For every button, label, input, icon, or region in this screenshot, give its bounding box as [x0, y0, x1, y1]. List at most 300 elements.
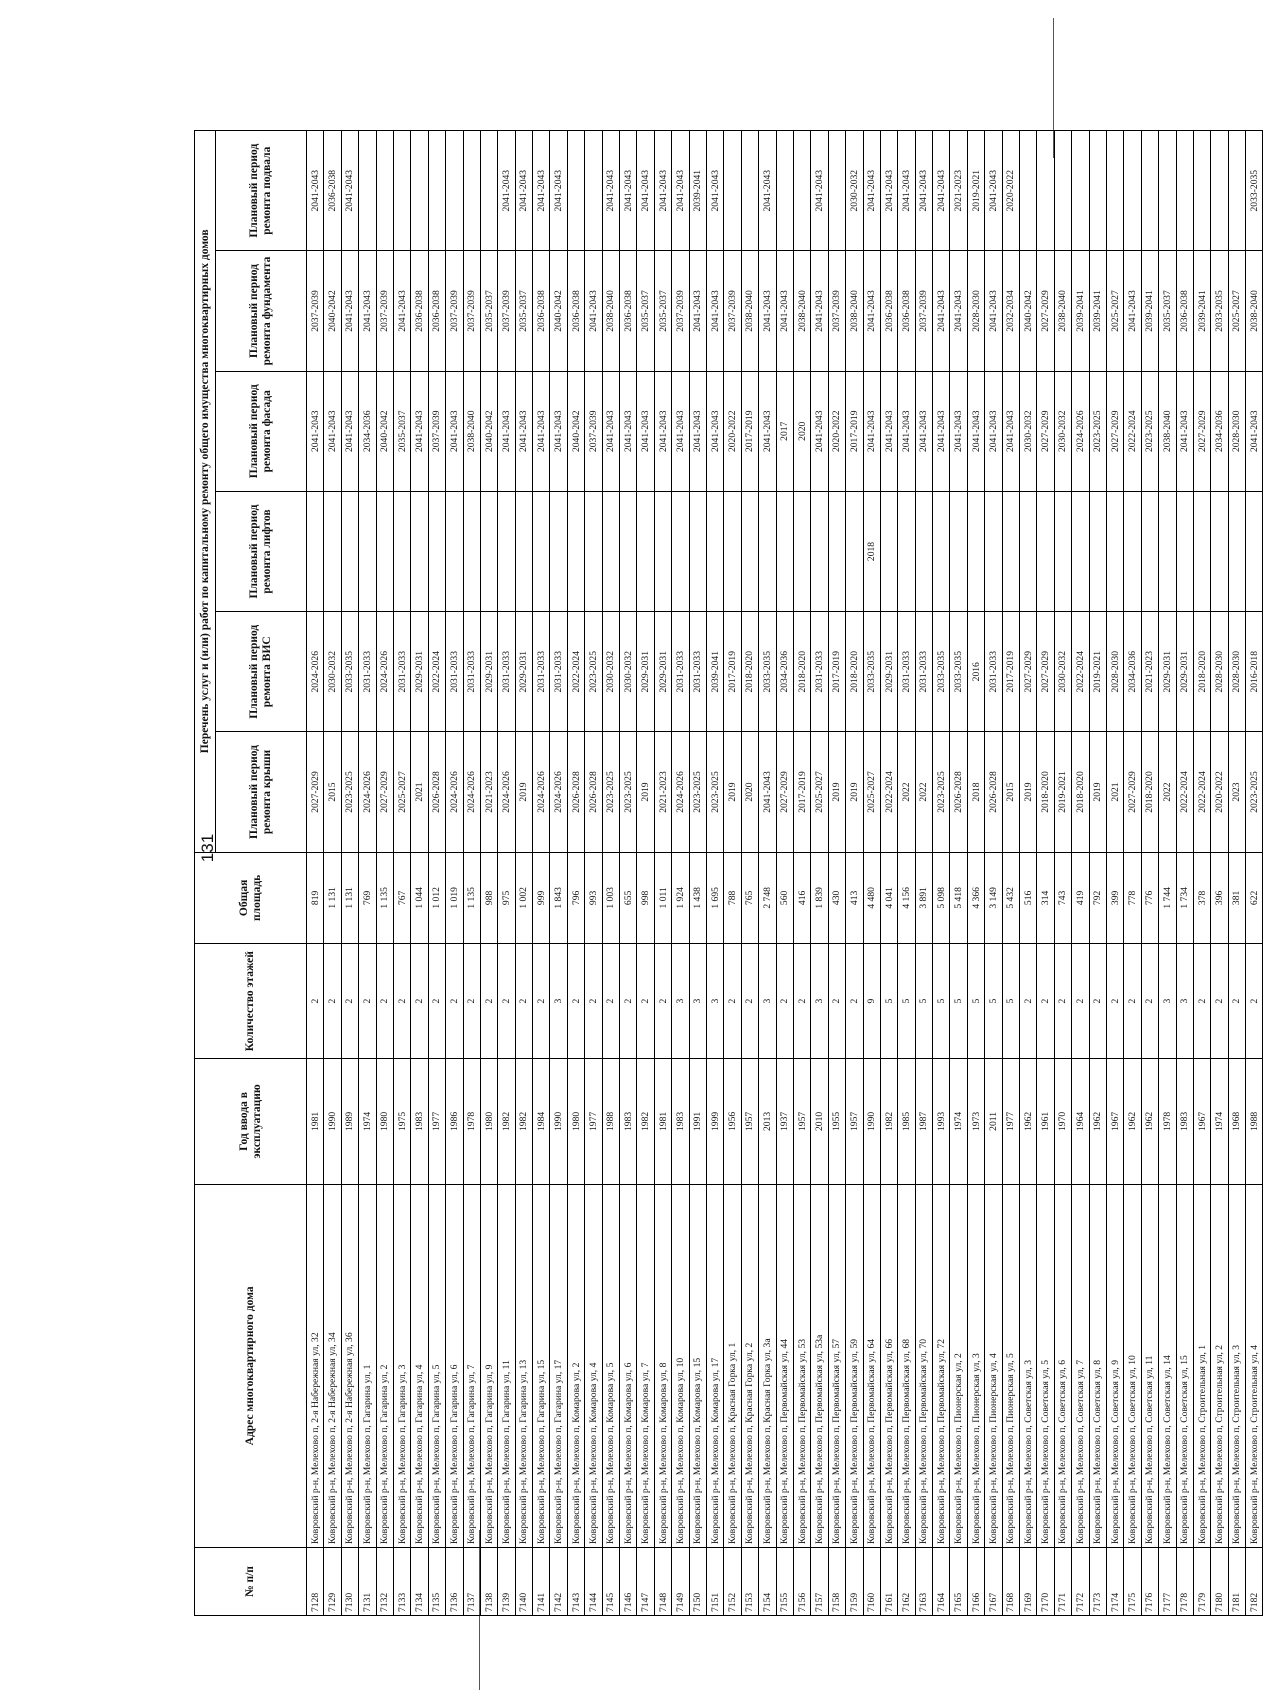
cell-area: 4 480 — [863, 852, 880, 944]
cell-foundation: 2041-2043 — [811, 251, 828, 371]
cell-floors: 2 — [828, 944, 845, 1059]
cell-num: 7149 — [672, 1548, 689, 1616]
cell-num: 7150 — [689, 1548, 706, 1616]
table-row — [1020, 131, 1037, 1616]
cell-foundation: 2037-2039 — [724, 251, 741, 371]
cell-address: Ковровский р-н, Мелехово п, Комарова ул, 7 — [637, 1184, 654, 1547]
cell-roof: 2019 — [1020, 732, 1037, 852]
cell-address: Ковровский р-н, Мелехово п, Комарова ул, 6 — [620, 1184, 637, 1547]
cell-area: 1 012 — [428, 852, 445, 944]
cell-basement: 2041-2043 — [759, 131, 776, 251]
cell-address: Ковровский р-н, Мелехово п, Советская ул, 7 — [1072, 1184, 1089, 1547]
cell-year: 1977 — [1002, 1059, 1019, 1184]
cell-lift — [620, 491, 637, 611]
cell-facade: 2041-2043 — [967, 371, 984, 491]
cell-num: 7130 — [341, 1548, 358, 1616]
cell-lift — [567, 491, 584, 611]
cell-roof: 2023-2025 — [933, 732, 950, 852]
cell-basement — [585, 131, 602, 251]
table-row — [567, 131, 584, 1616]
cell-address: Ковровский р-н, Мелехово п, Гагарина ул, 17 — [550, 1184, 567, 1547]
table-row — [480, 131, 497, 1616]
cell-foundation: 2036-2038 — [533, 251, 550, 371]
table-row — [637, 131, 654, 1616]
cell-foundation: 2036-2038 — [898, 251, 915, 371]
cell-floors: 2 — [1089, 944, 1106, 1059]
cell-roof: 2019 — [724, 732, 741, 852]
cell-num: 7161 — [880, 1548, 897, 1616]
cell-roof: 2021-2023 — [654, 732, 671, 852]
cell-year: 1974 — [359, 1059, 376, 1184]
cell-foundation: 2037-2039 — [446, 251, 463, 371]
cell-facade: 2017-2019 — [741, 371, 758, 491]
cell-floors: 2 — [1020, 944, 1037, 1059]
table-row — [846, 131, 863, 1616]
cell-facade: 2040-2042 — [376, 371, 393, 491]
cell-roof: 2023-2025 — [341, 732, 358, 852]
cell-facade: 2041-2043 — [411, 371, 428, 491]
cell-address: Ковровский р-н, Мелехово п, Комарова ул, 8 — [654, 1184, 671, 1547]
cell-facade: 2041-2043 — [985, 371, 1002, 491]
cell-lift — [446, 491, 463, 611]
cell-area: 1 438 — [689, 852, 706, 944]
cell-area: 1 135 — [463, 852, 480, 944]
cell-foundation: 2038-2040 — [846, 251, 863, 371]
cell-vis: 2018-2020 — [1193, 612, 1210, 732]
cell-floors: 2 — [776, 944, 793, 1059]
cell-num: 7182 — [1246, 1548, 1263, 1616]
cell-facade: 2020-2022 — [724, 371, 741, 491]
cell-lift — [880, 491, 897, 611]
cell-roof: 2025-2027 — [393, 732, 410, 852]
cell-basement — [1037, 131, 1054, 251]
cell-year: 2011 — [985, 1059, 1002, 1184]
cell-vis: 2024-2026 — [307, 612, 324, 732]
cell-basement — [1089, 131, 1106, 251]
cell-foundation: 2036-2038 — [620, 251, 637, 371]
cell-num: 7156 — [793, 1548, 810, 1616]
header-basement: Плановый период ремонта подвала — [216, 131, 307, 251]
cell-basement — [463, 131, 480, 251]
table-row — [1246, 131, 1263, 1616]
cell-basement — [1106, 131, 1123, 251]
table-row — [324, 131, 341, 1616]
cell-num: 7173 — [1089, 1548, 1106, 1616]
cell-floors: 3 — [672, 944, 689, 1059]
cell-lift — [1089, 491, 1106, 611]
cell-basement: 2041-2043 — [341, 131, 358, 251]
table-row — [1159, 131, 1176, 1616]
cell-basement: 2041-2043 — [898, 131, 915, 251]
cell-floors: 5 — [898, 944, 915, 1059]
cell-vis: 2029-2031 — [637, 612, 654, 732]
cell-lift — [637, 491, 654, 611]
cell-num: 7146 — [620, 1548, 637, 1616]
cell-year: 1978 — [463, 1059, 480, 1184]
cell-lift — [359, 491, 376, 611]
cell-address: Ковровский р-н, Мелехово п, Первомайская ул, 44 — [776, 1184, 793, 1547]
table-row — [933, 131, 950, 1616]
table-row — [550, 131, 567, 1616]
cell-vis: 2031-2033 — [463, 612, 480, 732]
cell-floors: 2 — [602, 944, 619, 1059]
cell-vis: 2031-2033 — [393, 612, 410, 732]
cell-lift — [898, 491, 915, 611]
cell-basement: 2019-2021 — [967, 131, 984, 251]
cell-year: 1975 — [393, 1059, 410, 1184]
cell-floors: 2 — [1141, 944, 1158, 1059]
cell-year: 1957 — [793, 1059, 810, 1184]
cell-foundation: 2039-2041 — [1141, 251, 1158, 371]
cell-facade: 2041-2043 — [672, 371, 689, 491]
cell-year: 1974 — [1211, 1059, 1228, 1184]
cell-year: 1977 — [428, 1059, 445, 1184]
cell-roof: 2023-2025 — [706, 732, 723, 852]
cell-facade: 2037-2039 — [585, 371, 602, 491]
cell-floors: 2 — [324, 944, 341, 1059]
cell-floors: 2 — [846, 944, 863, 1059]
table-row — [1211, 131, 1228, 1616]
cell-address: Ковровский р-н, Мелехово п, Советская ул, 6 — [1054, 1184, 1071, 1547]
cell-roof: 2023-2025 — [620, 732, 637, 852]
cell-num: 7145 — [602, 1548, 619, 1616]
cell-lift — [341, 491, 358, 611]
cell-vis: 2031-2033 — [898, 612, 915, 732]
cell-lift — [1246, 491, 1263, 611]
table-row — [1193, 131, 1210, 1616]
cell-foundation: 2039-2041 — [1193, 251, 1210, 371]
cell-lift — [967, 491, 984, 611]
cell-basement — [480, 131, 497, 251]
cell-address: Ковровский р-н, Мелехово п, Советская ул, 11 — [1141, 1184, 1158, 1547]
cell-area: 1 843 — [550, 852, 567, 944]
cell-floors: 2 — [1072, 944, 1089, 1059]
cell-basement — [1176, 131, 1193, 251]
cell-year: 1937 — [776, 1059, 793, 1184]
cell-address: Ковровский р-н, Мелехово п, Советская ул, 8 — [1089, 1184, 1106, 1547]
cell-foundation: 2037-2039 — [498, 251, 515, 371]
cell-facade: 2041-2043 — [324, 371, 341, 491]
cell-num: 7135 — [428, 1548, 445, 1616]
cell-floors: 2 — [654, 944, 671, 1059]
cell-foundation: 2037-2039 — [672, 251, 689, 371]
cell-roof: 2019 — [828, 732, 845, 852]
cell-floors: 2 — [341, 944, 358, 1059]
cell-basement — [376, 131, 393, 251]
cell-year: 1993 — [933, 1059, 950, 1184]
cell-vis: 2029-2031 — [480, 612, 497, 732]
cell-roof: 2019 — [637, 732, 654, 852]
cell-year: 1980 — [480, 1059, 497, 1184]
cell-year: 1962 — [1124, 1059, 1141, 1184]
cell-area: 819 — [307, 852, 324, 944]
cell-area: 381 — [1228, 852, 1245, 944]
cell-basement: 2041-2043 — [602, 131, 619, 251]
cell-roof: 2027-2029 — [1124, 732, 1141, 852]
cell-num: 7163 — [915, 1548, 932, 1616]
table-row — [967, 131, 984, 1616]
cell-foundation: 2037-2039 — [463, 251, 480, 371]
table-row — [620, 131, 637, 1616]
table-row — [898, 131, 915, 1616]
cell-area: 1 131 — [341, 852, 358, 944]
cell-roof: 2024-2026 — [359, 732, 376, 852]
cell-vis: 2033-2035 — [863, 612, 880, 732]
cell-basement: 2041-2043 — [985, 131, 1002, 251]
table-row — [985, 131, 1002, 1616]
cell-num: 7140 — [515, 1548, 532, 1616]
cell-area: 778 — [1124, 852, 1141, 944]
cell-address: Ковровский р-н, Мелехово п, Советская ул, 14 — [1159, 1184, 1176, 1547]
cell-vis: 2031-2033 — [689, 612, 706, 732]
cell-basement — [446, 131, 463, 251]
cell-basement: 2041-2043 — [620, 131, 637, 251]
cell-facade: 2017 — [776, 371, 793, 491]
cell-basement — [1159, 131, 1176, 251]
cell-address: Ковровский р-н, Мелехово п, Первомайская ул, 64 — [863, 1184, 880, 1547]
cell-address: Ковровский р-н, Мелехово п, Красная Горка ул, 3а — [759, 1184, 776, 1547]
cell-roof: 2023-2025 — [689, 732, 706, 852]
cell-floors: 2 — [359, 944, 376, 1059]
cell-num: 7136 — [446, 1548, 463, 1616]
cell-lift — [1020, 491, 1037, 611]
cell-facade: 2041-2043 — [950, 371, 967, 491]
cell-facade: 2041-2043 — [759, 371, 776, 491]
cell-basement — [428, 131, 445, 251]
cell-roof: 2020-2022 — [1211, 732, 1228, 852]
cell-foundation: 2041-2043 — [706, 251, 723, 371]
cell-year: 1989 — [341, 1059, 358, 1184]
cell-num: 7147 — [637, 1548, 654, 1616]
cell-facade: 2020 — [793, 371, 810, 491]
table-row — [1002, 131, 1019, 1616]
cell-floors: 2 — [463, 944, 480, 1059]
cell-vis: 2029-2031 — [1176, 612, 1193, 732]
cell-facade: 2023-2025 — [1141, 371, 1158, 491]
cell-basement — [411, 131, 428, 251]
cell-year: 1985 — [898, 1059, 915, 1184]
cell-facade: 2041-2043 — [880, 371, 897, 491]
cell-basement — [567, 131, 584, 251]
cell-lift — [915, 491, 932, 611]
cell-area: 314 — [1037, 852, 1054, 944]
cell-floors: 3 — [689, 944, 706, 1059]
cell-area: 3 149 — [985, 852, 1002, 944]
cell-address: Ковровский р-н, Мелехово п, Гагарина ул, 11 — [498, 1184, 515, 1547]
cell-area: 743 — [1054, 852, 1071, 944]
cell-facade: 2041-2043 — [863, 371, 880, 491]
cell-lift — [515, 491, 532, 611]
cell-year: 1967 — [1193, 1059, 1210, 1184]
cell-vis: 2031-2033 — [550, 612, 567, 732]
cell-basement: 2041-2043 — [811, 131, 828, 251]
cell-area: 1 003 — [602, 852, 619, 944]
cell-area: 1 924 — [672, 852, 689, 944]
cell-address: Ковровский р-н, Мелехово п, Первомайская ул, 53а — [811, 1184, 828, 1547]
cell-address: Ковровский р-н, Мелехово п, Гагарина ул, 6 — [446, 1184, 463, 1547]
cell-year: 1978 — [1159, 1059, 1176, 1184]
cell-year: 1980 — [567, 1059, 584, 1184]
cell-address: Ковровский р-н, Мелехово п, 2-я Набережная ул, 34 — [324, 1184, 341, 1547]
cell-lift — [585, 491, 602, 611]
cell-facade: 2038-2040 — [1159, 371, 1176, 491]
cell-facade: 2041-2043 — [602, 371, 619, 491]
cell-vis: 2031-2033 — [498, 612, 515, 732]
cell-num: 7175 — [1124, 1548, 1141, 1616]
cell-roof: 2024-2026 — [446, 732, 463, 852]
cell-year: 1986 — [446, 1059, 463, 1184]
cell-roof: 2019-2021 — [1054, 732, 1071, 852]
cell-foundation: 2040-2042 — [1020, 251, 1037, 371]
table-body — [307, 131, 1263, 1616]
cell-vis: 2033-2035 — [759, 612, 776, 732]
cell-floors: 2 — [1124, 944, 1141, 1059]
cell-num: 7167 — [985, 1548, 1002, 1616]
cell-vis: 2017-2019 — [1002, 612, 1019, 732]
cell-lift — [428, 491, 445, 611]
cell-basement: 2041-2043 — [933, 131, 950, 251]
cell-facade: 2030-2032 — [1020, 371, 1037, 491]
header-lifts: Плановый период ремонта лифтов — [216, 491, 307, 611]
table-row — [411, 131, 428, 1616]
cell-address: Ковровский р-н, Мелехово п, Первомайская ул, 57 — [828, 1184, 845, 1547]
cell-address: Ковровский р-н, Мелехово п, Советская ул, 3 — [1020, 1184, 1037, 1547]
cell-area: 378 — [1193, 852, 1210, 944]
cell-num: 7179 — [1193, 1548, 1210, 1616]
cell-vis: 2027-2029 — [1020, 612, 1037, 732]
cell-basement — [393, 131, 410, 251]
cell-basement — [359, 131, 376, 251]
cell-num: 7180 — [1211, 1548, 1228, 1616]
cell-vis: 2019-2021 — [1089, 612, 1106, 732]
cell-basement: 2041-2043 — [533, 131, 550, 251]
cell-year: 1957 — [846, 1059, 863, 1184]
cell-lift — [324, 491, 341, 611]
cell-roof: 2019 — [515, 732, 532, 852]
cell-area: 1 044 — [411, 852, 428, 944]
cell-facade: 2041-2043 — [307, 371, 324, 491]
cell-num: 7165 — [950, 1548, 967, 1616]
cell-foundation: 2036-2038 — [1176, 251, 1193, 371]
cell-area: 776 — [1141, 852, 1158, 944]
cell-vis: 2022-2024 — [1072, 612, 1089, 732]
cell-area: 4 156 — [898, 852, 915, 944]
cell-foundation: 2041-2043 — [776, 251, 793, 371]
cell-address: Ковровский р-н, Мелехово п, Комарова ул, 15 — [689, 1184, 706, 1547]
table-row — [585, 131, 602, 1616]
cell-roof: 2018 — [967, 732, 984, 852]
cell-year: 1964 — [1072, 1059, 1089, 1184]
cell-basement: 2039-2041 — [689, 131, 706, 251]
cell-basement — [1193, 131, 1210, 251]
cell-area: 993 — [585, 852, 602, 944]
cell-area: 999 — [533, 852, 550, 944]
cell-roof: 2024-2026 — [463, 732, 480, 852]
cell-address: Ковровский р-н, Мелехово п, Первомайская ул, 53 — [793, 1184, 810, 1547]
cell-roof: 2024-2026 — [533, 732, 550, 852]
cell-area: 788 — [724, 852, 741, 944]
cell-address: Ковровский р-н, Мелехово п, Строительная ул, 4 — [1246, 1184, 1263, 1547]
cell-vis: 2029-2031 — [411, 612, 428, 732]
cell-year: 1968 — [1228, 1059, 1245, 1184]
cell-num: 7157 — [811, 1548, 828, 1616]
cell-num: 7166 — [967, 1548, 984, 1616]
cell-vis: 2018-2020 — [741, 612, 758, 732]
header-roof: Плановый период ремонта крыши — [216, 732, 307, 852]
cell-lift — [1037, 491, 1054, 611]
header-foundation: Плановый период ремонта фундамента — [216, 251, 307, 371]
cell-num: 7139 — [498, 1548, 515, 1616]
header-year: Год ввода в эксплуатацию — [195, 1059, 307, 1184]
cell-basement — [724, 131, 741, 251]
cell-facade: 2034-2036 — [359, 371, 376, 491]
cell-year: 1984 — [533, 1059, 550, 1184]
cell-lift — [950, 491, 967, 611]
cell-year: 1981 — [654, 1059, 671, 1184]
cell-year: 1983 — [411, 1059, 428, 1184]
cell-roof: 2018-2020 — [1037, 732, 1054, 852]
cell-num: 7151 — [706, 1548, 723, 1616]
cell-lift — [776, 491, 793, 611]
cell-facade: 2034-2036 — [1211, 371, 1228, 491]
cell-facade: 2035-2037 — [393, 371, 410, 491]
cell-num: 7164 — [933, 1548, 950, 1616]
cell-roof: 2026-2028 — [585, 732, 602, 852]
cell-year: 1967 — [1106, 1059, 1123, 1184]
cell-area: 655 — [620, 852, 637, 944]
cell-num: 7170 — [1037, 1548, 1054, 1616]
header-works-group: Перечень услуг и (или) работ по капитальному ремонту общего имущества многоквартирных домов — [195, 131, 216, 853]
cell-num: 7148 — [654, 1548, 671, 1616]
cell-foundation: 2040-2042 — [324, 251, 341, 371]
cell-num: 7181 — [1228, 1548, 1245, 1616]
cell-vis: 2028-2030 — [1228, 612, 1245, 732]
table-row — [515, 131, 532, 1616]
cell-floors: 3 — [1159, 944, 1176, 1059]
cell-lift — [828, 491, 845, 611]
cell-foundation: 2041-2043 — [1124, 251, 1141, 371]
cell-basement: 2021-2023 — [950, 131, 967, 251]
cell-facade: 2041-2043 — [498, 371, 515, 491]
cell-num: 7143 — [567, 1548, 584, 1616]
cell-facade: 2038-2040 — [463, 371, 480, 491]
cell-area: 516 — [1020, 852, 1037, 944]
cell-facade: 2041-2043 — [446, 371, 463, 491]
cell-lift — [1124, 491, 1141, 611]
cell-lift — [706, 491, 723, 611]
cell-num: 7160 — [863, 1548, 880, 1616]
cell-address: Ковровский р-н, Мелехово п, Первомайская ул, 72 — [933, 1184, 950, 1547]
cell-num: 7134 — [411, 1548, 428, 1616]
cell-floors: 2 — [585, 944, 602, 1059]
cell-year: 1982 — [498, 1059, 515, 1184]
table-row — [1106, 131, 1123, 1616]
cell-area: 3 891 — [915, 852, 932, 944]
table-row — [793, 131, 810, 1616]
cell-roof: 2022-2024 — [1193, 732, 1210, 852]
table-row — [376, 131, 393, 1616]
cell-vis: 2030-2032 — [602, 612, 619, 732]
cell-lift — [1193, 491, 1210, 611]
cell-year: 1962 — [1089, 1059, 1106, 1184]
cell-basement: 2041-2043 — [654, 131, 671, 251]
cell-basement — [776, 131, 793, 251]
cell-address: Ковровский р-н, Мелехово п, Советская ул, 15 — [1176, 1184, 1193, 1547]
cell-foundation: 2035-2037 — [637, 251, 654, 371]
cell-vis: 2031-2033 — [359, 612, 376, 732]
cell-num: 7171 — [1054, 1548, 1071, 1616]
cell-area: 399 — [1106, 852, 1123, 944]
